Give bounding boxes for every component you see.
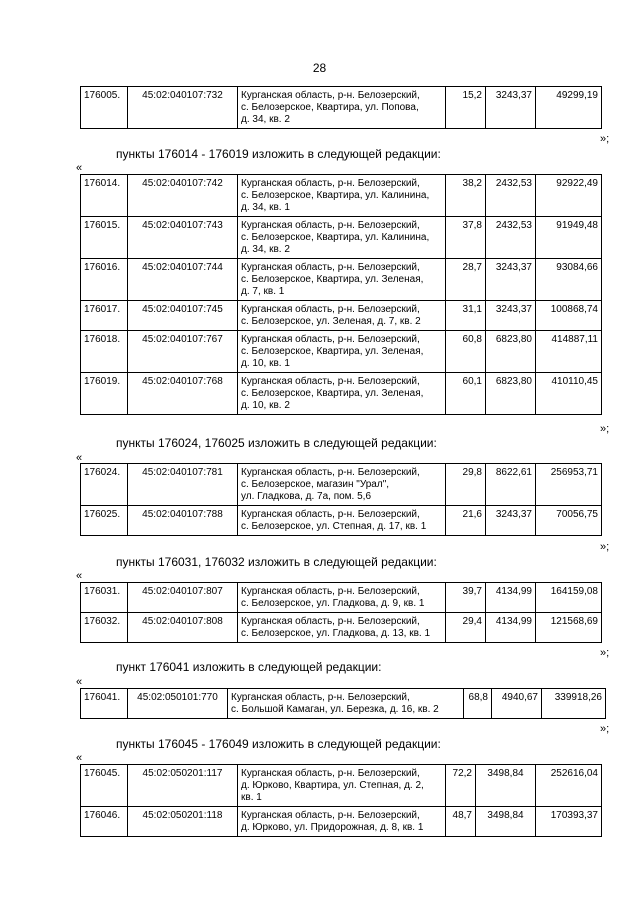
rate-value: 3243,37 (486, 259, 536, 301)
address-line: д. 10, кв. 1 (241, 358, 290, 369)
opening-quote: « (76, 570, 83, 582)
item-number: 176015. (81, 217, 128, 259)
table-row (81, 689, 606, 719)
table-row (81, 464, 602, 506)
item-number: 176031. (81, 583, 128, 613)
area-value: 60,1 (446, 373, 486, 415)
address-line: д. 34, кв. 1 (241, 202, 290, 213)
area-value: 15,2 (446, 87, 486, 129)
cadastral-number: 45:02:040107:807 (128, 583, 238, 613)
cadastral-number: 45:02:040107:742 (128, 175, 238, 217)
data-table (80, 582, 602, 643)
address-line: д. 10, кв. 2 (241, 400, 290, 411)
data-table (80, 174, 602, 415)
section-2-table (80, 463, 602, 536)
rate-value: 3498,84 (476, 807, 536, 837)
table-row (81, 301, 602, 331)
area-value: 37,8 (446, 217, 486, 259)
address-cell (238, 583, 446, 613)
cost-value: 92922,49 (536, 175, 602, 217)
item-number: 176032. (81, 613, 128, 643)
address-cell (238, 807, 446, 837)
address-cell (228, 689, 464, 719)
address-line: Курганская область, р-н. Белозерский, (241, 768, 420, 779)
closing-mark: »; (600, 647, 610, 659)
address-cell (238, 87, 446, 129)
rate-value: 3498,84 (476, 765, 536, 807)
table-row (81, 583, 602, 613)
table-row (81, 373, 602, 415)
cost-value: 252616,04 (536, 765, 602, 807)
instruction-text: пункты 176045 - 176049 изложить в следующей редакции: (116, 737, 441, 751)
cadastral-number: 45:02:040107:781 (128, 464, 238, 506)
rate-value: 3243,37 (486, 506, 536, 536)
section-3-table (80, 582, 602, 643)
item-number: 176019. (81, 373, 128, 415)
area-value: 29,8 (446, 464, 486, 506)
address-line: с. Белозерское, Квартира, ул. Зеленая, (241, 274, 424, 285)
address-line: с. Белозерское, ул. Гладкова, д. 13, кв. 1 (241, 628, 431, 639)
item-number: 176014. (81, 175, 128, 217)
item-number: 176024. (81, 464, 128, 506)
address-line: с. Белозерское, ул. Зеленая, д. 7, кв. 2 (241, 316, 421, 327)
table-row (81, 217, 602, 259)
closing-mark: »; (600, 133, 610, 145)
area-value: 29,4 (446, 613, 486, 643)
address-line: Курганская область, р-н. Белозерский, (241, 262, 420, 273)
item-number: 176005. (81, 87, 128, 129)
address-line: д. 34, кв. 2 (241, 114, 290, 125)
cost-value: 164159,08 (536, 583, 602, 613)
page-number: 28 (312, 61, 327, 75)
cost-value: 410110,45 (536, 373, 602, 415)
item-number: 176018. (81, 331, 128, 373)
item-number: 176045. (81, 765, 128, 807)
table-row (81, 259, 602, 301)
cadastral-number: 45:02:040107:743 (128, 217, 238, 259)
address-line: д. 7, кв. 1 (241, 286, 285, 297)
cost-value: 170393,37 (536, 807, 602, 837)
address-line: с. Белозерское, ул. Гладкова, д. 9, кв. 1 (241, 598, 425, 609)
address-line: д. Юрково, Квартира, ул. Степная, д. 2, (241, 780, 424, 791)
table-row (81, 506, 602, 536)
area-value: 48,7 (446, 807, 476, 837)
rate-value: 8622,61 (486, 464, 536, 506)
closing-mark: »; (600, 423, 610, 435)
item-number: 176017. (81, 301, 128, 331)
section-5-table (80, 764, 602, 837)
address-line: Курганская область, р-н. Белозерский, (241, 509, 420, 520)
data-table (80, 688, 606, 719)
cost-value: 91949,48 (536, 217, 602, 259)
address-cell (238, 506, 446, 536)
cost-value: 93084,66 (536, 259, 602, 301)
address-line: с. Большой Камаган, ул. Березка, д. 16, кв. 2 (231, 704, 439, 715)
rate-value: 2432,53 (486, 217, 536, 259)
table-row (81, 175, 602, 217)
area-value: 28,7 (446, 259, 486, 301)
cadastral-number: 45:02:040107:767 (128, 331, 238, 373)
item-number: 176041. (81, 689, 128, 719)
address-line: с. Белозерское, Квартира, ул. Калинина, (241, 232, 430, 243)
rate-value: 6823,80 (486, 373, 536, 415)
area-value: 72,2 (446, 765, 476, 807)
address-cell (238, 464, 446, 506)
rate-value: 2432,53 (486, 175, 536, 217)
address-line: Курганская область, р-н. Белозерский, (241, 376, 420, 387)
cost-value: 256953,71 (536, 464, 602, 506)
address-cell (238, 373, 446, 415)
cost-value: 414887,11 (536, 331, 602, 373)
area-value: 21,6 (446, 506, 486, 536)
data-table (80, 86, 602, 129)
address-line: Курганская область, р-н. Белозерский, (231, 692, 410, 703)
address-cell (238, 259, 446, 301)
cadastral-number: 45:02:050101:770 (128, 689, 228, 719)
table-row (81, 765, 602, 807)
address-line: с. Белозерское, ул. Степная, д. 17, кв. 1 (241, 521, 427, 532)
table-row (81, 807, 602, 837)
area-value: 39,7 (446, 583, 486, 613)
opening-quote: « (76, 752, 83, 764)
address-line: Курганская область, р-н. Белозерский, (241, 616, 420, 627)
data-table (80, 764, 602, 837)
opening-quote: « (76, 676, 83, 688)
cadastral-number: 45:02:050201:118 (128, 807, 238, 837)
cost-value: 70056,75 (536, 506, 602, 536)
item-number: 176016. (81, 259, 128, 301)
rate-value: 6823,80 (486, 331, 536, 373)
table-row (81, 331, 602, 373)
address-line: Курганская область, р-н. Белозерский, (241, 90, 420, 101)
item-number: 176025. (81, 506, 128, 536)
area-value: 38,2 (446, 175, 486, 217)
item-number: 176046. (81, 807, 128, 837)
rate-value: 4134,99 (486, 583, 536, 613)
area-value: 68,8 (464, 689, 492, 719)
address-line: с. Белозерское, магазин "Урал", (241, 479, 390, 490)
address-line: д. 34, кв. 2 (241, 244, 290, 255)
address-cell (238, 301, 446, 331)
cadastral-number: 45:02:040107:788 (128, 506, 238, 536)
address-cell (238, 331, 446, 373)
cadastral-number: 45:02:040107:732 (128, 87, 238, 129)
instruction-text: пункт 176041 изложить в следующей редакции: (116, 660, 382, 674)
cost-value: 339918,26 (542, 689, 606, 719)
address-line: Курганская область, р-н. Белозерский, (241, 810, 420, 821)
table-row (81, 87, 602, 129)
address-cell (238, 175, 446, 217)
address-line: Курганская область, р-н. Белозерский, (241, 467, 420, 478)
opening-quote: « (76, 452, 83, 464)
rate-value: 3243,37 (486, 301, 536, 331)
cadastral-number: 45:02:040107:768 (128, 373, 238, 415)
instruction-text: пункты 176031, 176032 изложить в следующей редакции: (116, 555, 437, 569)
address-line: с. Белозерское, Квартира, ул. Зеленая, (241, 388, 424, 399)
instruction-text: пункты 176024, 176025 изложить в следующей редакции: (116, 436, 437, 450)
table-row (81, 613, 602, 643)
address-line: Курганская область, р-н. Белозерский, (241, 178, 420, 189)
cadastral-number: 45:02:040107:745 (128, 301, 238, 331)
closing-mark: »; (600, 723, 610, 735)
cost-value: 121568,69 (536, 613, 602, 643)
address-line: Курганская область, р-н. Белозерский, (241, 334, 420, 345)
cost-value: 100868,74 (536, 301, 602, 331)
address-cell (238, 613, 446, 643)
rate-value: 4134,99 (486, 613, 536, 643)
address-line: Курганская область, р-н. Белозерский, (241, 220, 420, 231)
section-4-table (80, 688, 606, 719)
area-value: 60,8 (446, 331, 486, 373)
cadastral-number: 45:02:040107:744 (128, 259, 238, 301)
section-1-table (80, 174, 602, 415)
opening-quote: « (76, 162, 83, 174)
address-line: с. Белозерское, Квартира, ул. Зеленая, (241, 346, 424, 357)
address-line: Курганская область, р-н. Белозерский, (241, 304, 420, 315)
address-line: д. Юрково, ул. Придорожная, д. 8, кв. 1 (241, 822, 424, 833)
address-line: с. Белозерское, Квартира, ул. Калинина, (241, 190, 430, 201)
instruction-text: пункты 176014 - 176019 изложить в следующей редакции: (116, 147, 441, 161)
address-line: кв. 1 (241, 792, 262, 803)
address-cell (238, 217, 446, 259)
closing-mark: »; (600, 541, 610, 553)
address-cell (238, 765, 446, 807)
area-value: 31,1 (446, 301, 486, 331)
address-line: Курганская область, р-н. Белозерский, (241, 586, 420, 597)
rate-value: 4940,67 (492, 689, 542, 719)
rate-value: 3243,37 (486, 87, 536, 129)
cadastral-number: 45:02:050201:117 (128, 765, 238, 807)
cost-value: 49299,19 (536, 87, 602, 129)
address-line: с. Белозерское, Квартира, ул. Попова, (241, 102, 419, 113)
address-line: ул. Гладкова, д. 7а, пом. 5,6 (241, 491, 372, 502)
cadastral-number: 45:02:040107:808 (128, 613, 238, 643)
section-0-table (80, 86, 602, 129)
data-table (80, 463, 602, 536)
